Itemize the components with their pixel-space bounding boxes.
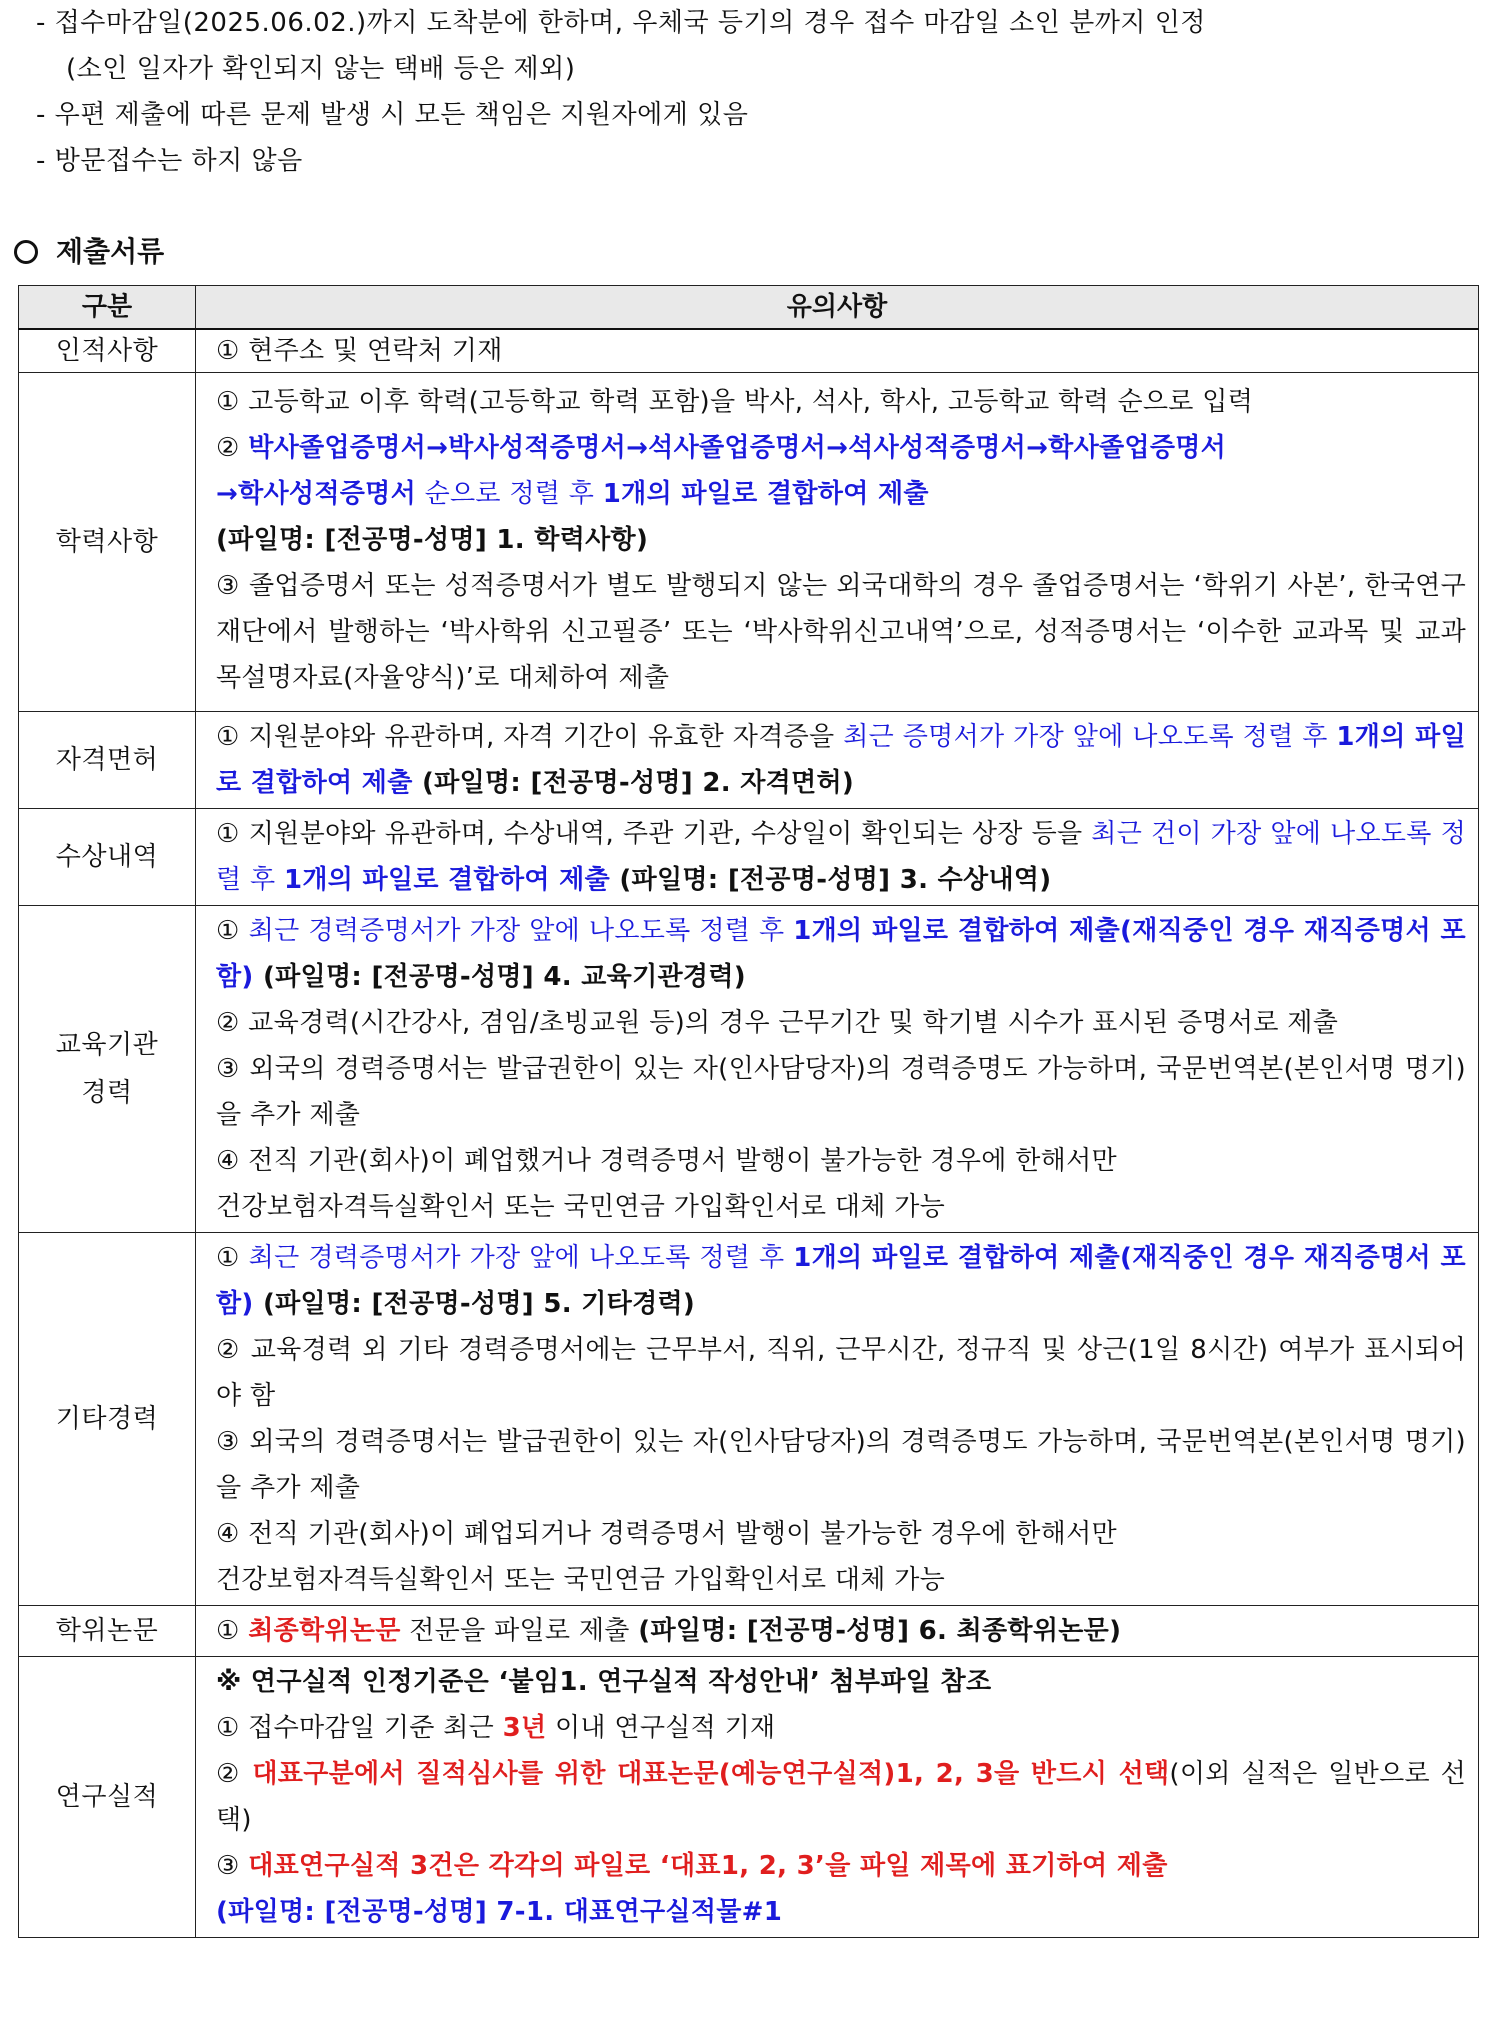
table-row	[19, 712, 1479, 809]
row-category: 기타경력	[19, 1233, 196, 1606]
intro-line-deadline: - 접수마감일(2025.06.02.)까지 도착분에 한하며, 우체국 등기의 경우 접수 마감일 소인 분까지 인정	[36, 8, 1206, 38]
table-row	[19, 1657, 1479, 1938]
table-row	[19, 329, 1479, 373]
row-notes: ① 현주소 및 연락처 기재	[196, 329, 1479, 373]
row-category: 연구실적	[19, 1657, 196, 1938]
header-notes: 유의사항	[196, 286, 1479, 330]
row-category: 학위논문	[19, 1606, 196, 1657]
section-heading	[14, 230, 164, 270]
row-notes: ① 최종학위논문 전문을 파일로 제출 (파일명: [전공명-성명] 6. 최종학위논문)	[196, 1606, 1479, 1657]
row-category: 교육기관 경력	[19, 906, 196, 1233]
table-row	[19, 1606, 1479, 1657]
documents-table	[18, 285, 1479, 1938]
intro-line-responsibility: - 우편 제출에 따른 문제 발생 시 모든 책임은 지원자에게 있음	[36, 100, 749, 130]
row-category: 자격면허	[19, 712, 196, 809]
table-row	[19, 906, 1479, 1233]
row-notes: ① 지원분야와 유관하며, 수상내역, 주관 기관, 수상일이 확인되는 상장 등을 최근 건이 가장 앞에 나오도록 정렬 후 1개의 파일로 결합하여 제출 (파일명: [전공명-성명] 3. 수상내역)	[196, 809, 1479, 906]
table-header-row	[19, 286, 1479, 330]
row-notes: ① 최근 경력증명서가 가장 앞에 나오도록 정렬 후 1개의 파일로 결합하여 제출(재직중인 경우 재직증명서 포함) (파일명: [전공명-성명] 5. 기타경력) ② 교육경력 외 기타 경력증명서에는 근무부서, 직위, 근무시간, 정규직 및 상근(1일 8시간) 여부가 표시되어야 함 ③ 외국의 경력증명서는 발급권한이 있는 자(인사담당자)의 경력증명도 가능하며, 국문번역본(본인서명 명기)을 추가 제출 ④ 전직 기관(회사)이 폐업되거나 경력증명서 발행이 불가능한 경우에 한해서만 건강보험자격득실확인서 또는 국민연금 가입확인서로 대체 가능	[196, 1233, 1479, 1606]
row-category: 인적사항	[19, 329, 196, 373]
table-row	[19, 373, 1479, 712]
row-category: 수상내역	[19, 809, 196, 906]
row-notes: ① 고등학교 이후 학력(고등학교 학력 포함)을 박사, 석사, 학사, 고등학교 학력 순으로 입력 ② 박사졸업증명서→박사성적증명서→석사졸업증명서→석사성적증명서→학사졸업증명서 →학사성적증명서 순으로 정렬 후 1개의 파일로 결합하여 제출 (파일명: [전공명-성명] 1. 학력사항) ③ 졸업증명서 또는 성적증명서가 별도 발행되지 않는 외국대학의 경우 졸업증명서는 ‘학위기 사본’, 한국연구재단에서 발행하는 ‘박사학위 신고필증’ 또는 ‘박사학위신고내역’으로, 성적증명서는 ‘이수한 교과목 및 교과목설명자료(자율양식)’로 대체하여 제출	[196, 373, 1479, 712]
row-notes: ① 지원분야와 유관하며, 자격 기간이 유효한 자격증을 최근 증명서가 가장 앞에 나오도록 정렬 후 1개의 파일로 결합하여 제출 (파일명: [전공명-성명] 2. 자격면허)	[196, 712, 1479, 809]
table-row	[19, 1233, 1479, 1606]
header-category: 구분	[19, 286, 196, 330]
row-notes: ① 최근 경력증명서가 가장 앞에 나오도록 정렬 후 1개의 파일로 결합하여 제출(재직중인 경우 재직증명서 포함) (파일명: [전공명-성명] 4. 교육기관경력) ② 교육경력(시간강사, 겸임/초빙교원 등)의 경우 근무기간 및 학기별 시수가 표시된 증명서로 제출 ③ 외국의 경력증명서는 발급권한이 있는 자(인사담당자)의 경력증명도 가능하며, 국문번역본(본인서명 명기)을 추가 제출 ④ 전직 기관(회사)이 폐업했거나 경력증명서 발행이 불가능한 경우에 한해서만 건강보험자격득실확인서 또는 국민연금 가입확인서로 대체 가능	[196, 906, 1479, 1233]
intro-line-no-visit: - 방문접수는 하지 않음	[36, 146, 303, 176]
row-category: 학력사항	[19, 373, 196, 712]
section-title: 제출서류	[56, 235, 165, 268]
table-row	[19, 809, 1479, 906]
circle-bullet-icon	[14, 240, 38, 264]
intro-line-exception: (소인 일자가 확인되지 않는 택배 등은 제외)	[66, 54, 576, 84]
row-notes: ※ 연구실적 인정기준은 ‘붙임1. 연구실적 작성안내’ 첨부파일 참조 ① 접수마감일 기준 최근 3년 이내 연구실적 기재 ② 대표구분에서 질적심사를 위한 대표논문(예능연구실적)1, 2, 3을 반드시 선택(이외 실적은 일반으로 선택) ③ 대표연구실적 3건은 각각의 파일로 ‘대표1, 2, 3’을 파일 제목에 표기하여 제출 (파일명: [전공명-성명] 7-1. 대표연구실적물#1	[196, 1657, 1479, 1938]
